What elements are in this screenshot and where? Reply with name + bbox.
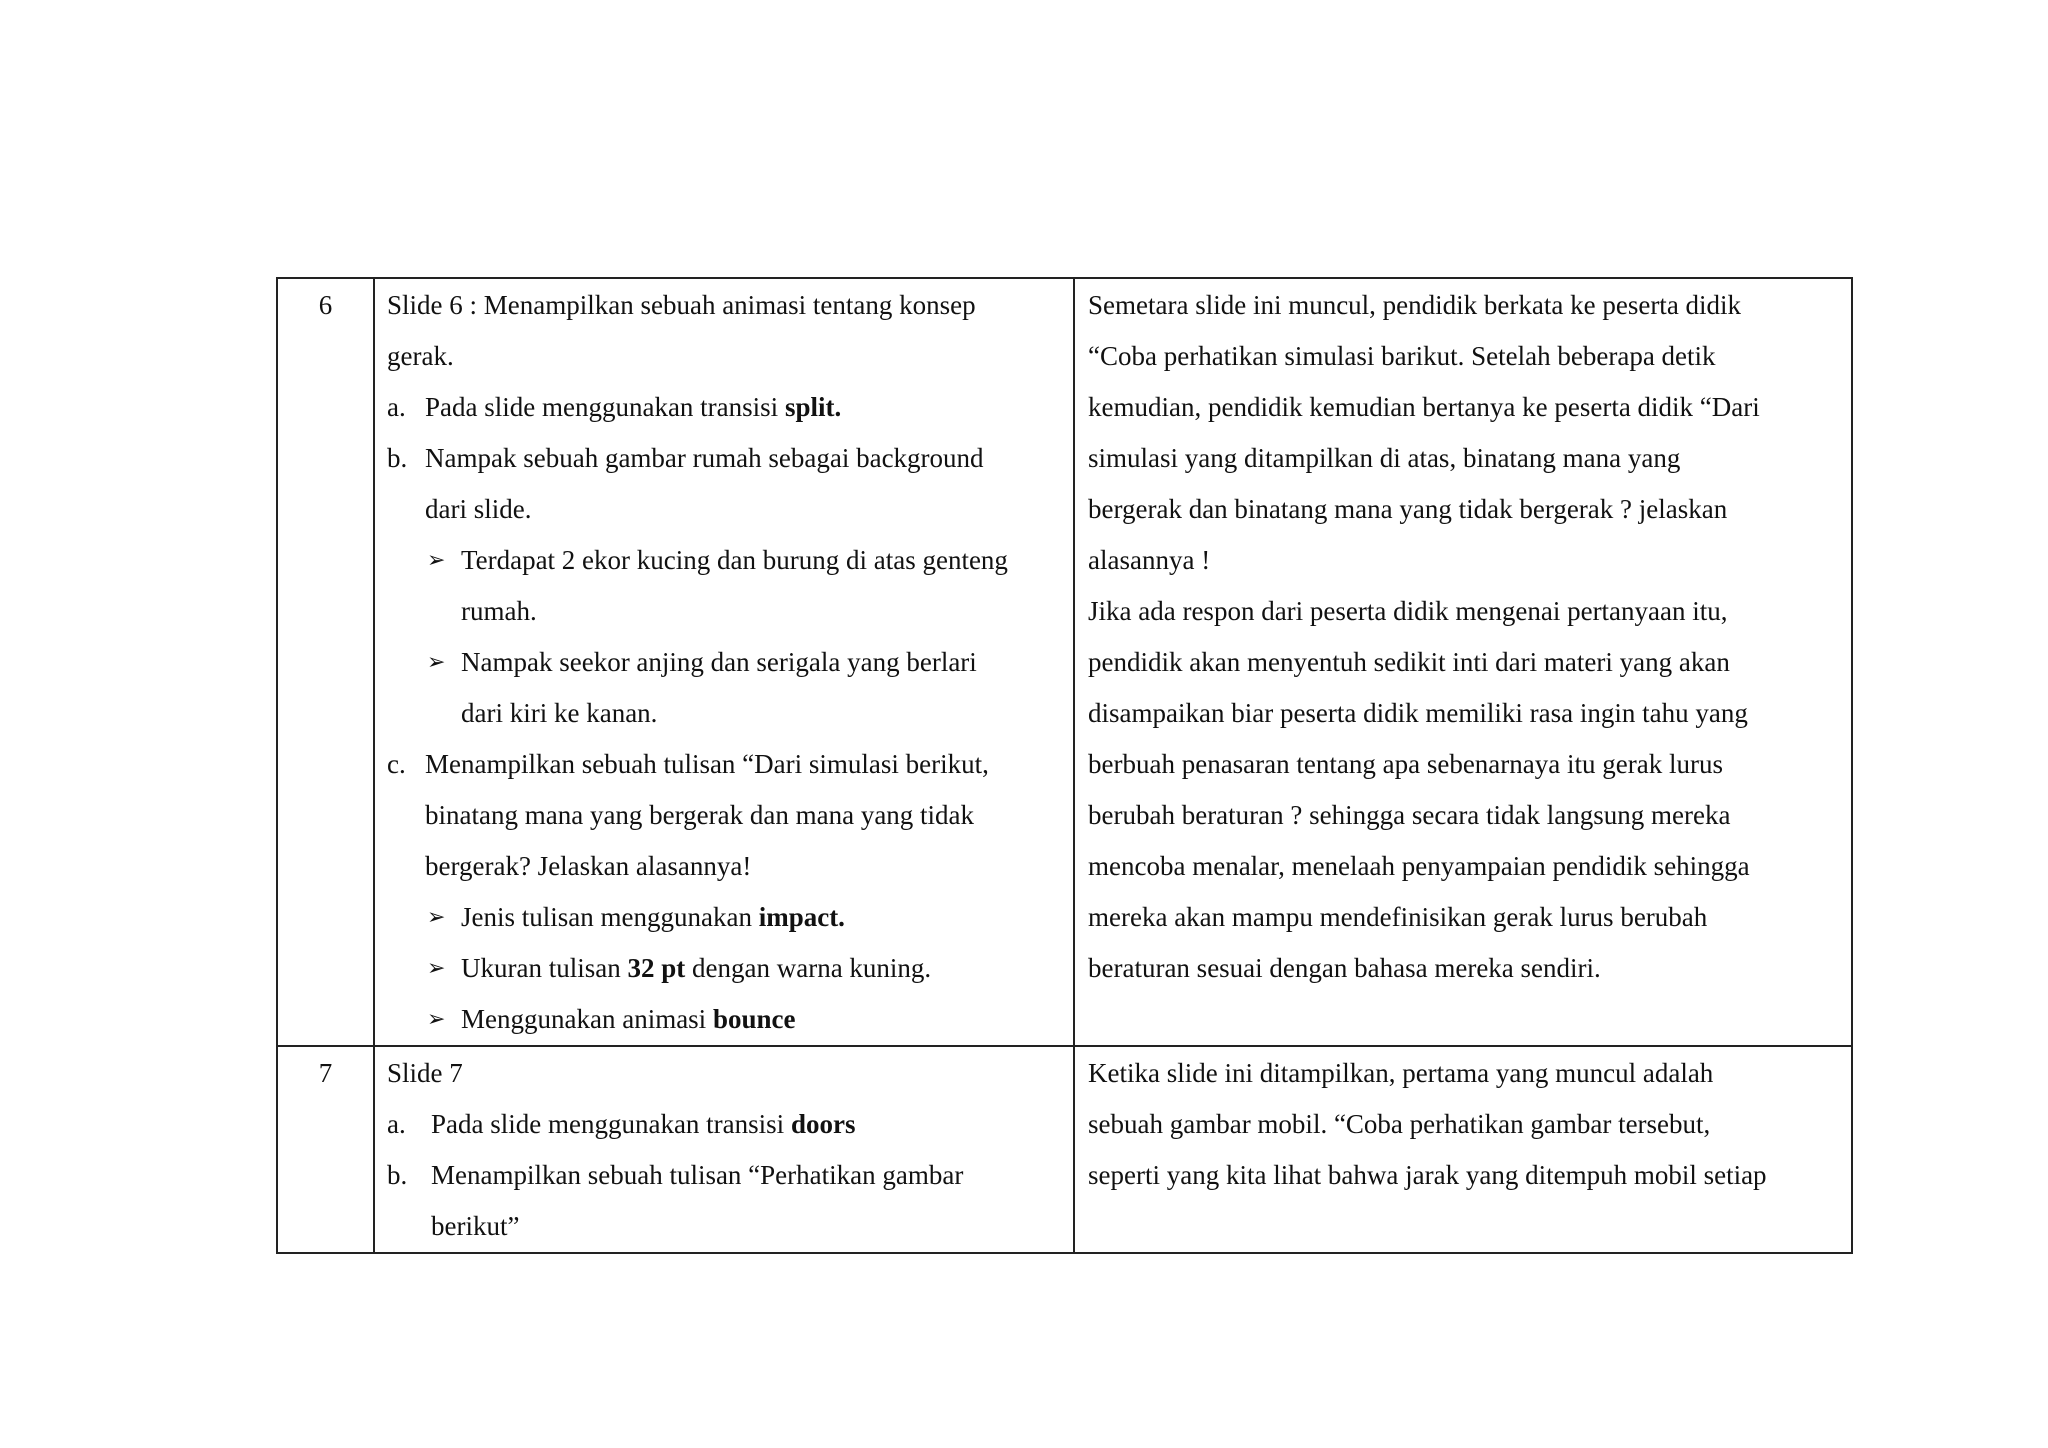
list-item xyxy=(387,1099,1063,1150)
list-marker: a. xyxy=(387,392,406,422)
arrow-bullet-icon: ➢ xyxy=(427,548,446,573)
list-item-text: berikut” xyxy=(431,1211,520,1241)
slide-heading: Slide 7 xyxy=(387,1058,463,1088)
list-marker: c. xyxy=(387,749,406,779)
sub-list-item: ➢ Terdapat 2 ekor kucing dan burung di atas genteng rumah. xyxy=(387,535,1063,637)
list-item xyxy=(387,382,1063,433)
row-number: 7 xyxy=(277,1046,374,1253)
row-number: 6 xyxy=(277,278,374,1046)
narration-cell xyxy=(1074,278,1852,1046)
list-item-text: Menampilkan sebuah tulisan “Dari simulasi berikut, xyxy=(425,749,989,779)
list-marker: b. xyxy=(387,1160,408,1190)
arrow-bullet-icon: ➢ xyxy=(427,1007,446,1032)
lesson-table xyxy=(276,277,1853,1254)
list-item-text: Pada slide menggunakan transisi doors xyxy=(431,1109,856,1139)
slide-description-cell xyxy=(374,278,1074,1046)
narration-cell xyxy=(1074,1046,1852,1253)
slide-heading: Slide 6 : Menampilkan sebuah animasi tentang konsep xyxy=(387,290,976,320)
list-item-text: binatang mana yang bergerak dan mana yang tidak xyxy=(425,800,975,830)
narration-text: Ketika slide ini ditampilkan, pertama yang muncul adalah sebuah gambar mobil. “Coba perhatikan gambar tersebut, seperti yang kita lihat bahwa jarak yang ditempuh mobil setiap xyxy=(1088,1058,1767,1190)
list-item-text: bergerak? Jelaskan alasannya! xyxy=(425,851,752,881)
list-marker: a. xyxy=(387,1109,406,1139)
list-item xyxy=(387,1150,1063,1252)
sub-list-item: ➢ Jenis tulisan menggunakan impact. xyxy=(387,892,1063,943)
table-row xyxy=(277,1046,1852,1253)
list-marker: b. xyxy=(387,443,408,473)
list-item-text: Pada slide menggunakan transisi split. xyxy=(425,392,842,422)
list-item-text: dari slide. xyxy=(425,494,532,524)
list-item-text: Nampak sebuah gambar rumah sebagai background xyxy=(425,443,984,473)
list-item xyxy=(387,739,1063,892)
table-row xyxy=(277,278,1852,1046)
arrow-bullet-icon: ➢ xyxy=(427,956,446,981)
sub-list-item: ➢ Ukuran tulisan 32 pt dengan warna kuning. xyxy=(387,943,1063,994)
list-item xyxy=(387,433,1063,535)
arrow-bullet-icon: ➢ xyxy=(427,650,446,675)
slide-description-cell xyxy=(374,1046,1074,1253)
arrow-bullet-icon: ➢ xyxy=(427,905,446,930)
sub-list-item: ➢ Menggunakan animasi bounce xyxy=(387,994,1063,1045)
slide-heading: gerak. xyxy=(387,341,454,371)
sub-list-item: ➢ Nampak seekor anjing dan serigala yang berlari dari kiri ke kanan. xyxy=(387,637,1063,739)
narration-text: Semetara slide ini muncul, pendidik berkata ke peserta didik “Coba perhatikan simulasi barikut. Setelah beberapa detik kemudian, pendidik kemudian bertanya ke peserta didik “Dari simulasi yang ditampilkan di atas, binatang mana yang bergerak dan binatang mana yang tidak bergerak ? jelaskan alasannya ! Jika ada respon dari peserta didik mengenai pertanyaan itu, pendidik akan menyentuh sedikit inti dari materi yang akan disampaikan biar peserta didik memiliki rasa ingin tahu yang berbuah penasaran tentang apa sebenarnaya itu gerak lurus berubah beraturan ? sehingga secara tidak langsung mereka mencoba menalar, menelaah penyampaian pendidik sehingga mereka akan mampu mendefinisikan gerak lurus berubah beraturan sesuai dengan bahasa mereka sendiri. xyxy=(1088,290,1760,983)
list-item-text: Menampilkan sebuah tulisan “Perhatikan gambar xyxy=(431,1160,964,1190)
